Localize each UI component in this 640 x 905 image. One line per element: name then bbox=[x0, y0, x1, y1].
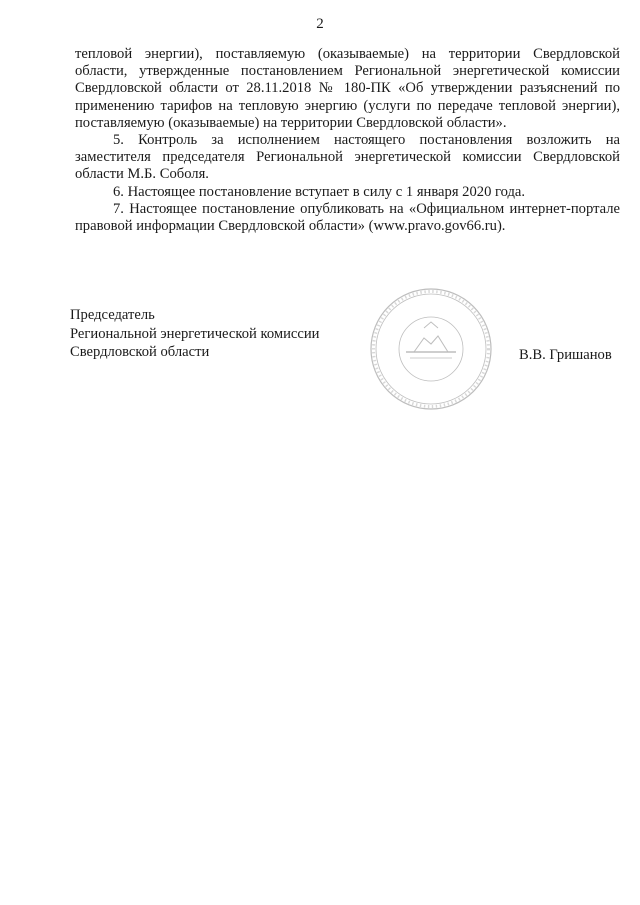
signer-name: В.В. Гришанов bbox=[519, 347, 612, 363]
paragraph-5: 5. Контроль за исполнением настоящего постановления возложить на заместителя председателя Региональной энергетической комиссии Свердловской области М.Б. Соболя. bbox=[75, 132, 620, 183]
signer-title-line-1: Председатель bbox=[70, 307, 155, 323]
paragraph-continuation: тепловой энергии), поставляемую (оказываемые) на территории Свердловской области, утвержденные постановлением Региональной энергетической комиссии Свердловской области от 28.11.2018 № 180-ПК «Об утверждении разъяснений по применению тарифов на тепловую энергию (услуги по передаче тепловой энергии), поставляемую (оказываемые) на территории Свердловской области». bbox=[75, 46, 620, 131]
paragraph-6: 6. Настоящее постановление вступает в силу с 1 января 2020 года. bbox=[113, 183, 526, 200]
document-body bbox=[75, 46, 620, 235]
page-number: 2 bbox=[316, 16, 324, 32]
official-seal-icon bbox=[368, 286, 494, 412]
signer-title-line-3: Свердловской области bbox=[70, 344, 210, 360]
signature-block bbox=[70, 306, 319, 362]
paragraph-7: 7. Настоящее постановление опубликовать на «Официальном интернет-портале правовой информации Свердловской области» (www.pravo.gov66.ru). bbox=[75, 200, 620, 235]
signer-title-line-2: Региональной энергетической комиссии bbox=[70, 325, 320, 342]
